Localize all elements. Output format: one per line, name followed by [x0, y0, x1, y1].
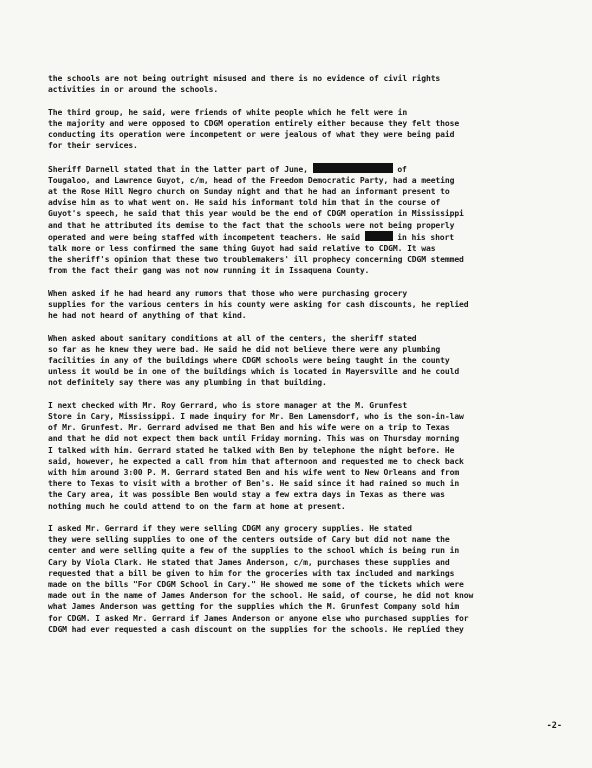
paragraph: When asked if he had heard any rumors that those who were purchasing grocery supplies for the various centers in his county were asking for cash discounts, he replied he had not heard of anything of that kind.: [48, 288, 469, 321]
document-body: [48, 73, 548, 646]
paragraph: I asked Mr. Gerrard if they were selling CDGM any grocery supplies. He stated they were selling supplies to one of the centers outside of Cary but did not name the center and were selling quite a few of the supplies to the school which is being run in Cary by Viola Clark. He stated that James Anderson, c/m, purchases these supplies and requested that a bill be given to him for the groceries with tax included and markings made on the bills "For CDGM School in Cary." He showed me some of the tickets which were made out in the name of James Anderson for the school. He said, of course, he did not know what James Anderson was getting for the supplies which the M. Grunfest Company sold him for CDGM. I asked Mr. Gerrard if James Anderson or anyone else who purchased supplies for CDGM had ever requested a cash discount on the supplies for the schools. He replied they: [48, 524, 474, 634]
redaction-bar: [365, 231, 393, 241]
paragraph: I next checked with Mr. Roy Gerrard, who is store manager at the M. Grunfest Store in Cary, Mississippi. I made inquiry for Mr. Ben Lamensdorf, who is the son-in-law of Mr. Grunfest. Mr. Gerrard advised me that Ben and his wife were on a trip to Texas and that he did not expect them back until Friday morning. This was on Thursday morning I talked with him. Gerrard stated he talked with Ben by telephone the night before. He said, however, he expected a call from him that afternoon and requested me to check back with him around 3:00 P. M. Gerrard stated Ben and his wife went to New Orleans and from there to Texas to visit with a brother of Ben's. He said since it had rained so much in the Cary area, it was possible Ben would stay a few extra days in Texas as there was nothing much he could attend to on the farm at home at present.: [48, 400, 464, 511]
paragraph: When asked about sanitary conditions at all of the centers, the sheriff stated so far as he knew they were bad. He said he did not believe there were any plumbing facilities in any of the buildings where CDGM schools were being taught in the county unless it would be in one of the buildings which is located in Mayersville and he could not definitely say there was any plumbing in that building.: [48, 333, 460, 388]
redaction-bar: [313, 163, 393, 173]
paragraph: the schools are not being outright misused and there is no evidence of civil rights activities in or around the schools.: [48, 74, 441, 95]
page-number: -2-: [546, 721, 562, 731]
paragraph: The third group, he said, were friends of white people which he felt were in the majority and were opposed to CDGM operation entirely either because they felt those conducting its operation were incompetent or were jealous of what they were being paid for their services.: [48, 107, 460, 151]
paragraph: Sheriff Darnell stated that in the latter part of June, of Tougaloo, and Lawrence Guyot, c/m, head of the Freedom Democratic Party, had a meeting at the Rose Hill Negro church on Sunday night and that he had an informant present to advise him as to what went on. He said his informant told him that in the course of Guyot's speech, he said that this year would be the end of CDGM operation in Mississippi and that he attributed its demise to the fact that the schools were not being properly operated and were being staffed with incompetent teachers. He said in his short talk more or less confirmed the same thing Guyot had said relative to CDGM. It was the sheriff's opinion that these two troublemakers' ill prophecy concerning CDGM stemmed from the fact their gang was not now running it in Issaquena County.: [48, 164, 464, 276]
